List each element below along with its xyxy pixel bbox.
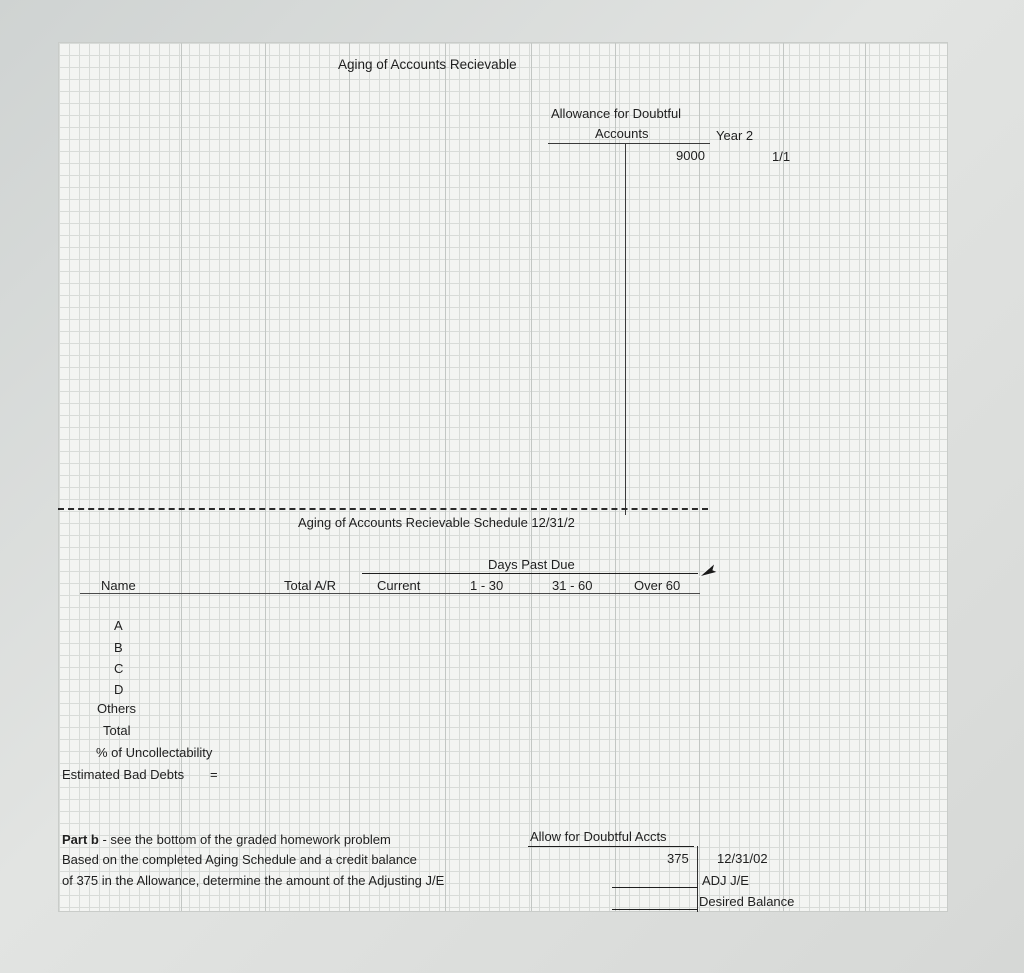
part-b-line2: Based on the completed Aging Schedule and a credit balance	[62, 852, 417, 867]
header-over-60: Over 60	[634, 578, 681, 593]
schedule-title: Aging of Accounts Recievable Schedule 12/31/2	[298, 515, 575, 530]
t-account-balance: 9000	[676, 148, 705, 163]
estimated-bad-debts-equals: =	[210, 767, 218, 782]
header-31-60: 31 - 60	[552, 578, 593, 593]
part-b-label: Part b	[62, 832, 99, 847]
part-b-line1	[62, 832, 391, 848]
header-1-30: 1 - 30	[470, 578, 504, 593]
mouse-cursor-icon	[697, 559, 719, 581]
t-account-date: 1/1	[772, 149, 791, 164]
allow-account-adj-label: ADJ J/E	[702, 873, 749, 888]
header-total-ar: Total A/R	[284, 578, 337, 593]
row-label-d: D	[114, 682, 124, 697]
t-account-horizontal-rule	[548, 143, 710, 144]
part-b-line1-text: - see the bottom of the graded homework problem	[98, 832, 391, 847]
header-current: Current	[377, 578, 421, 593]
spreadsheet-grid[interactable]	[58, 42, 948, 912]
header-underline	[80, 593, 700, 594]
row-label-b: B	[114, 640, 123, 655]
sheet-title: Aging of Accounts Recievable	[338, 57, 517, 72]
estimated-bad-debts-label: Estimated Bad Debts	[62, 767, 185, 782]
allow-account-top-rule	[528, 846, 694, 847]
row-label-total: Total	[103, 723, 131, 738]
row-label-others: Others	[97, 701, 137, 716]
t-account-title-line1: Allowance for Doubtful	[551, 106, 682, 121]
allow-account-adj-rule	[612, 887, 698, 888]
t-account-vertical-rule	[625, 143, 626, 515]
row-label-a: A	[114, 618, 123, 633]
t-account-title-line2: Accounts	[595, 126, 649, 141]
row-label-c: C	[114, 661, 124, 676]
allow-account-desired-label: Desired Balance	[699, 894, 795, 909]
allow-account-balance: 375	[667, 851, 689, 866]
days-past-due-rule	[362, 573, 698, 574]
allow-account-date: 12/31/02	[717, 851, 768, 866]
header-name: Name	[101, 578, 136, 593]
section-divider	[58, 508, 708, 510]
part-b-line3: of 375 in the Allowance, determine the amount of the Adjusting J/E	[62, 873, 445, 888]
allow-account-title: Allow for Doubtful Accts	[530, 829, 667, 844]
t-account-year-label: Year 2	[716, 128, 754, 143]
allow-account-vertical-rule	[697, 846, 698, 912]
pct-uncollectability-label: % of Uncollectability	[96, 745, 213, 760]
days-past-due-label: Days Past Due	[488, 557, 575, 572]
allow-account-desired-rule	[612, 909, 698, 910]
